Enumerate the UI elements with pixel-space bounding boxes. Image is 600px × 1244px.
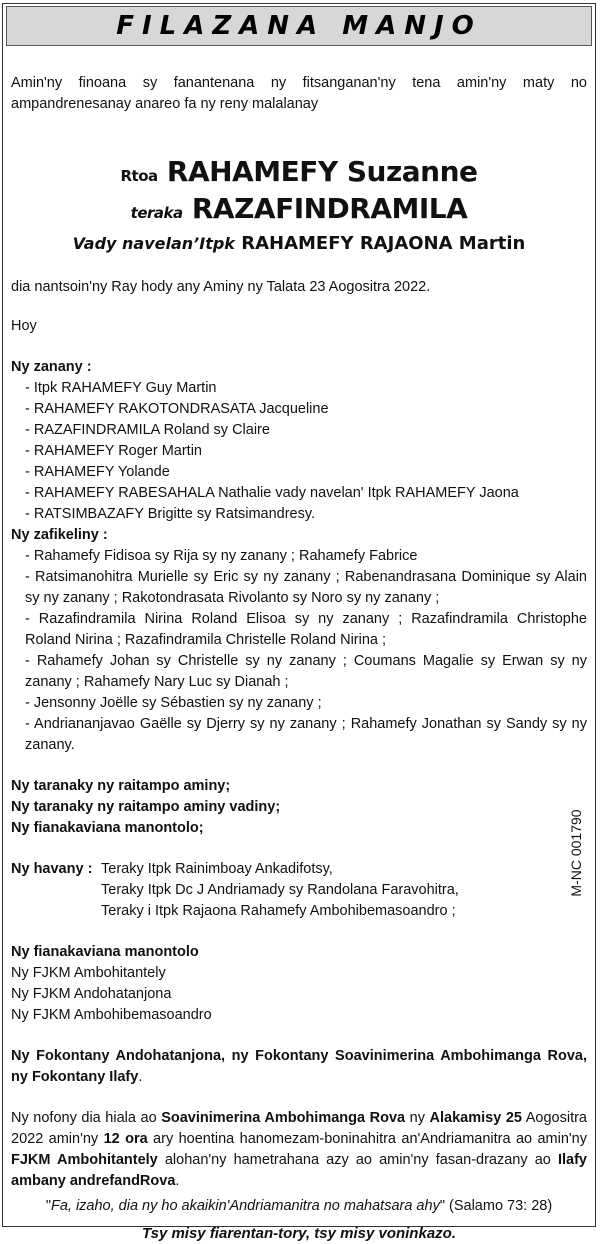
hoy-label: Hoy	[11, 318, 37, 334]
maiden-name	[11, 193, 587, 229]
bible-quote	[11, 1196, 587, 1217]
relatives-label: Ny havany :	[11, 861, 93, 877]
deceased-name	[11, 155, 587, 193]
spouse-name	[11, 231, 587, 257]
funeral-text-part: Aogositra 2022 amin'ny	[11, 1110, 587, 1147]
fokontany-names: Ny Fokontany Andohatanjona, ny Fokontany Soavinimerina Ambohimanga Rova, ny Fokontany Ilafy	[11, 1048, 587, 1085]
header-banner	[6, 6, 592, 46]
deceased-full-name: RAHAMEFY Suzanne	[166, 155, 478, 188]
list-item: - Razafindramila Nirina Roland Elisoa sy ny zanany ; Razafindramila Christophe Roland Nirina ; Razafindramila Christelle Roland Nirina ;	[25, 611, 587, 648]
grandchildren-heading: Ny zafikeliny :	[11, 527, 108, 543]
spouse-full-name: RAHAMEFY RAJAONA Martin	[241, 233, 526, 254]
footer-note: Tsy misy fiarentan-tory, tsy misy voninkazo.	[142, 1225, 456, 1242]
list-item: - RAHAMEFY RAKOTONDRASATA Jacqueline	[25, 401, 329, 417]
funeral-text-part: ny	[405, 1110, 430, 1126]
family-line: Ny taranaky ny raitampo aminy vadiny;	[11, 799, 281, 815]
reference-code	[566, 805, 586, 900]
list-item: Ny FJKM Ambohitantely	[11, 965, 166, 981]
family-lines	[11, 776, 587, 839]
funeral-tomb: Ilafy ambany andrefandRova	[11, 1152, 587, 1189]
funeral-text-part: ary hoentina hanomezam-boninahitra an'Andriamanitra ao amin'ny	[147, 1131, 587, 1147]
funeral-place: Soavinimerina Ambohimanga Rova	[161, 1110, 406, 1126]
death-notice: dia nantsoin'ny Ray hody any Aminy ny Talata 23 Aogositra 2022.	[11, 279, 431, 295]
maiden-prefix: teraka	[130, 204, 183, 222]
list-item: - Rahamefy Fidisoa sy Rija sy ny zanany ; Rahamefy Fabrice	[25, 548, 418, 564]
reference-code-text: M-NC 001790	[568, 808, 584, 897]
relatives-block	[11, 859, 587, 922]
children-heading: Ny zanany :	[11, 359, 92, 375]
list-item: Ny FJKM Andohatanjona	[11, 986, 172, 1002]
list-item: - Andriananjavao Gaëlle sy Djerry sy ny zanany ; Rahamefy Jonathan sy Sandy sy ny zanany.	[25, 716, 587, 753]
title-prefix: Rtoa	[120, 167, 158, 185]
spouse-prefix: Vady navelan’Itpk	[72, 234, 235, 253]
list-item: - RAHAMEFY Yolande	[25, 464, 170, 480]
maiden-full-name: RAZAFINDRAMILA	[191, 192, 468, 225]
list-item: - RAHAMEFY Roger Martin	[25, 443, 202, 459]
quote-text: Fa, izaho, dia ny ho akaikin'Andriamanitra no mahatsara ahy	[50, 1198, 440, 1214]
quote-mark: "	[439, 1198, 445, 1214]
relatives-list	[101, 859, 459, 922]
funeral-text-part: Ny nofony dia hiala ao	[11, 1110, 162, 1126]
fokontany-text	[11, 1046, 587, 1088]
intro-text: Amin'ny finoana sy fanantenana ny fitsanganan'ny tena amin'ny maty no ampandrenesanay anareo fa ny reny malalanay	[11, 75, 587, 112]
list-item: - Jensonny Joëlle sy Sébastien sy ny zanany ;	[25, 695, 322, 711]
list-item: - Itpk RAHAMEFY Guy Martin	[25, 380, 217, 396]
funeral-day: Alakamisy 25	[429, 1110, 522, 1126]
funeral-church: FJKM Ambohitantely	[11, 1152, 158, 1168]
funeral-text-part: .	[175, 1173, 180, 1189]
quote-mark: "	[45, 1198, 51, 1214]
churches-heading: Ny fianakaviana manontolo	[11, 944, 199, 960]
funeral-text	[11, 1108, 587, 1192]
funeral-text-part: alohan'ny hametrahana azy ao amin'ny fasan-drazany ao	[157, 1152, 558, 1168]
list-item: Teraky Itpk Dc J Andriamady sy Randolana Faravohitra,	[101, 882, 459, 898]
list-item: - RAZAFINDRAMILA Roland sy Claire	[25, 422, 270, 438]
header-title: FILAZANA MANJO	[116, 11, 482, 41]
list-item: - RATSIMBAZAFY Brigitte sy Ratsimandresy.	[25, 506, 316, 522]
family-line: Ny fianakaviana manontolo;	[11, 820, 204, 836]
list-item: Ny FJKM Ambohibemasoandro	[11, 1007, 212, 1023]
list-item: - RAHAMEFY RABESAHALA Nathalie vady navelan' Itpk RAHAMEFY Jaona	[25, 485, 519, 501]
funeral-time: 12 ora	[103, 1131, 148, 1147]
list-item: - Ratsimanohitra Murielle sy Eric sy ny zanany ; Rabenandrasana Dominique sy Alain sy ny zanany ; Rakotondrasata Rivolanto sy Noro sy ny zanany ;	[25, 569, 587, 606]
list-item: - Rahamefy Johan sy Christelle sy ny zanany ; Coumans Magalie sy Erwan sy ny zanany ; Rahamefy Nary Luc sy Dianah ;	[25, 653, 587, 690]
family-line: Ny taranaky ny raitampo aminy;	[11, 778, 231, 794]
children-list	[11, 378, 587, 525]
notice-body	[11, 73, 587, 1244]
quote-reference: (Salamo 73: 28)	[444, 1198, 553, 1214]
grandchildren-list	[11, 546, 587, 756]
fokontany-end: .	[138, 1069, 143, 1085]
list-item: Teraky Itpk Rainimboay Ankadifotsy,	[101, 861, 333, 877]
list-item: Teraky i Itpk Rajaona Rahamefy Ambohibemasoandro ;	[101, 903, 456, 919]
